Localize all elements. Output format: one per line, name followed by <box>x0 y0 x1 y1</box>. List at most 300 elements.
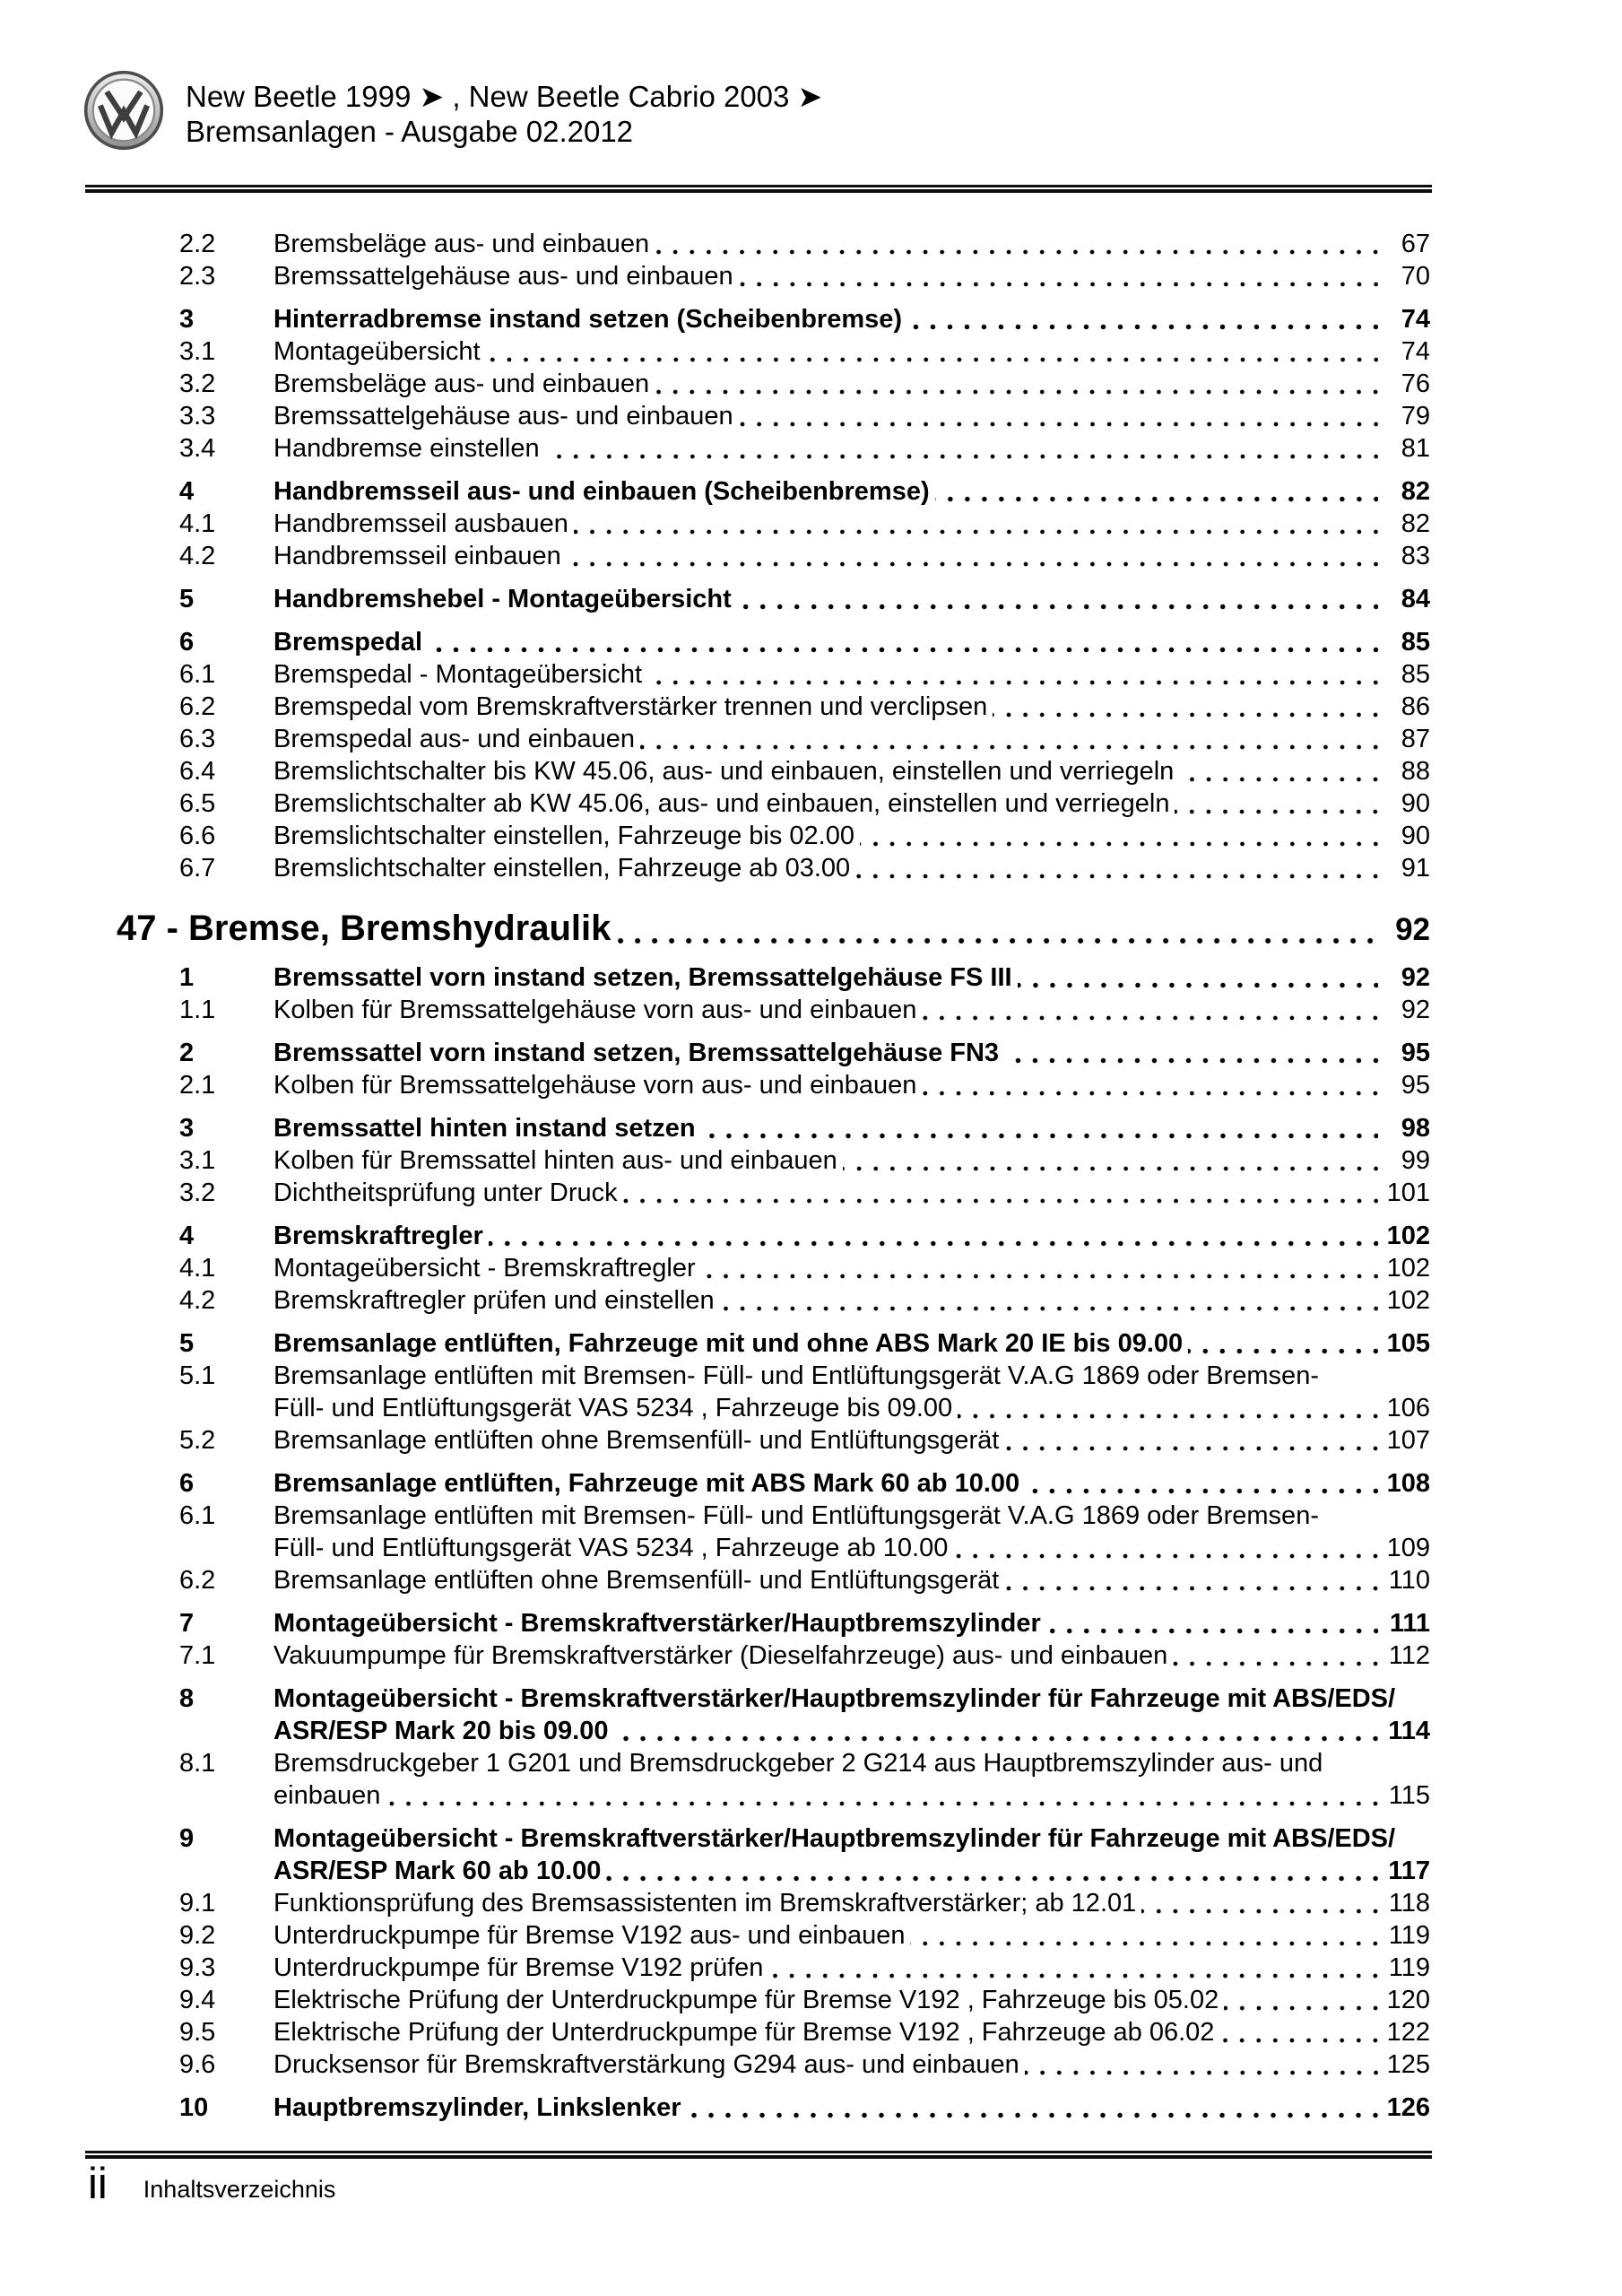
toc-entry-last-line <box>273 2016 1430 2048</box>
toc-entry-number: 6.2 <box>179 692 216 721</box>
toc-entry-body <box>273 1252 1430 1284</box>
toc-entry-number: 5.1 <box>179 1361 216 1390</box>
dot-leader <box>768 1959 1378 1984</box>
dot-leader <box>1046 1614 1378 1639</box>
toc-entry <box>117 260 1430 292</box>
toc-entry-last-line <box>273 1984 1430 2016</box>
toc-entry-title-line: Bremsanlage entlüften mit Bremsen- Füll- und Entlüftungsgerät V.A.G 1869 oder Bremsen- <box>273 1361 1319 1390</box>
toc-entry-body <box>273 1220 1430 1252</box>
toc-entry <box>117 1607 1430 1639</box>
dot-leader <box>1179 762 1378 787</box>
dot-leader <box>935 483 1378 508</box>
toc-entry-title: Bremssattel hinten instand setzen <box>273 1114 696 1143</box>
toc-entry-number: 3.2 <box>179 370 216 398</box>
toc-entry-title: Bremssattel vorn instand setzen, Bremssattelgehäuse FN3 <box>273 1039 1000 1067</box>
toc-entry-page: 102 <box>1386 1286 1430 1315</box>
toc-entry <box>117 1919 1430 1952</box>
dot-leader <box>655 235 1378 260</box>
dot-leader <box>574 515 1378 540</box>
toc-entry-last-line <box>273 1252 1430 1284</box>
toc-entry-number: 3 <box>179 1114 195 1143</box>
toc-entry-title: Unterdruckpumpe für Bremse V192 prüfen <box>273 1953 764 1982</box>
vw-logo-icon <box>83 70 164 151</box>
toc-entry-body <box>273 755 1430 787</box>
toc-entry-title: Drucksensor für Bremskraftverstärkung G294 aus- und einbauen <box>273 2050 1019 2079</box>
toc-entry-page: 108 <box>1386 1469 1430 1498</box>
toc-entry-title: Dichtheitsprüfung unter Druck <box>273 1178 618 1207</box>
toc-entry-title: Handbremse einstellen <box>273 434 540 463</box>
toc-entry-title: Bremssattelgehäuse aus- und einbauen <box>273 262 733 291</box>
toc-entry-page: 76 <box>1401 370 1430 398</box>
toc-entry-body <box>273 2048 1430 2081</box>
dot-leader <box>686 2099 1378 2124</box>
toc-entry-number: 3.2 <box>179 1178 216 1207</box>
toc-chapter-heading <box>117 906 1430 951</box>
toc-entry-title-line: Montageübersicht - Bremskraftverstärker/Hauptbremszylinder für Fahrzeuge mit ABS/EDS/ <box>273 1824 1396 1853</box>
dot-leader <box>1188 1335 1378 1360</box>
toc-entry-body <box>273 368 1430 400</box>
toc-entry <box>117 1284 1430 1317</box>
toc-entry-body <box>273 626 1430 658</box>
toc-entry-page: 74 <box>1401 337 1430 366</box>
dot-leader <box>1004 1431 1378 1457</box>
toc-entry-number: 6 <box>179 1469 195 1498</box>
dot-leader <box>1025 1474 1378 1500</box>
toc-entry-title-line: Bremsdruckgeber 1 G201 und Bremsdruckgeber 2 G214 aus Hauptbremszylinder aus- und <box>273 1749 1323 1778</box>
toc-entry-last-line <box>273 852 1430 884</box>
dot-leader <box>567 547 1378 572</box>
toc-entry-body <box>273 1952 1430 1984</box>
toc-entry-last-line <box>273 1887 1430 1919</box>
toc-entry-last-line <box>273 1144 1430 1177</box>
toc-entry-title: Bremsbeläge aus- und einbauen <box>273 230 650 258</box>
toc-entry-last-line <box>273 1392 1430 1424</box>
toc-entry-page: 74 <box>1401 305 1430 334</box>
toc-entry-number: 6.4 <box>179 757 216 786</box>
dot-leader <box>855 859 1378 884</box>
toc-entry-number: 6.6 <box>179 822 216 850</box>
toc-entry-title: Bremsanlage entlüften ohne Bremsenfüll- und Entlüftungsgerät <box>273 1426 1000 1455</box>
toc-entry-title: Bremssattelgehäuse aus- und einbauen <box>273 402 733 430</box>
toc-entry-last-line <box>273 1284 1430 1317</box>
toc-entry-last-line <box>273 994 1430 1026</box>
toc-entry-page: 91 <box>1401 854 1430 883</box>
toc-entry-page: 67 <box>1401 230 1430 258</box>
toc-entry <box>117 1037 1430 1069</box>
dot-leader <box>1004 1044 1378 1069</box>
toc-entry-last-line <box>273 400 1430 432</box>
dot-leader <box>701 1259 1378 1284</box>
toc-entry-last-line <box>273 2092 1430 2124</box>
toc-entry-number: 3.3 <box>179 402 216 430</box>
toc-entry-page: 95 <box>1401 1039 1430 1067</box>
page-footer <box>88 2161 335 2206</box>
toc-entry-page: 119 <box>1388 1953 1430 1982</box>
toc-entry-number: 4.1 <box>179 1254 216 1283</box>
toc-entry-last-line <box>273 626 1430 658</box>
toc-entry-body <box>273 335 1430 368</box>
toc-entry-title: Montageübersicht - Bremskraftverstärker/Hauptbremszylinder <box>273 1609 1041 1638</box>
toc-entry <box>117 432 1430 465</box>
header-text-block <box>186 79 822 151</box>
toc-entry-number: 4 <box>179 1222 195 1250</box>
dot-leader <box>386 1787 1378 1812</box>
toc-entry-page: 85 <box>1401 660 1430 689</box>
toc-chapter-title: 47 - Bremse, Bremshydraulik <box>117 909 612 948</box>
toc-entry-body <box>273 1424 1430 1457</box>
toc-entry-body <box>273 961 1430 994</box>
toc-entry-title: ASR/ESP Mark 20 bis 09.00 <box>273 1717 609 1745</box>
toc-entry-title: Kolben für Bremssattel hinten aus- und einbauen <box>273 1146 837 1175</box>
toc-entry-page: 95 <box>1401 1071 1430 1100</box>
toc-entry-page: 82 <box>1401 509 1430 538</box>
dot-leader <box>701 1119 1378 1144</box>
toc-entry-title: Bremsanlage entlüften ohne Bremsenfüll- und Entlüftungsgerät <box>273 1566 1000 1595</box>
toc-entry-last-line <box>273 1952 1430 1984</box>
toc-entry <box>117 1952 1430 1984</box>
toc-entry-body <box>273 228 1430 260</box>
toc-entry-number: 3.1 <box>179 1146 216 1175</box>
toc-entry-page: 86 <box>1401 692 1430 721</box>
toc-entry-number: 10 <box>179 2093 209 2122</box>
toc-entry-title: Handbremshebel - Montageübersicht <box>273 585 732 613</box>
dot-leader <box>1141 1894 1378 1919</box>
toc-entry-body <box>273 303 1430 335</box>
toc-entry-title-line: Montageübersicht - Bremskraftverstärker/Hauptbremszylinder für Fahrzeuge mit ABS/EDS/ <box>273 1684 1396 1713</box>
toc-entry-title: Bremsbeläge aus- und einbauen <box>273 370 650 398</box>
header-rule <box>85 185 1432 193</box>
toc-entry-number: 2 <box>179 1039 195 1067</box>
toc-entry-title: Bremslichtschalter bis KW 45.06, aus- und einbauen, einstellen und verriegeln <box>273 757 1175 786</box>
toc-entry-page: 83 <box>1401 542 1430 570</box>
toc-entry-page: 90 <box>1401 822 1430 850</box>
toc-entry-body <box>273 1467 1430 1500</box>
toc-entry-body <box>273 2016 1430 2048</box>
toc-entry-number: 6.5 <box>179 789 216 818</box>
toc-entry-body <box>273 540 1430 572</box>
toc-entry-last-line <box>273 2048 1430 2081</box>
toc-entry-number: 1.1 <box>179 996 216 1024</box>
toc-entry <box>117 400 1430 432</box>
toc-entry <box>117 303 1430 335</box>
dot-leader <box>1175 795 1378 820</box>
toc-entry-last-line <box>273 1112 1430 1144</box>
toc-entry-last-line <box>273 787 1430 820</box>
toc-entry-page: 107 <box>1386 1426 1430 1455</box>
dot-leader <box>860 827 1378 852</box>
header-model-line: New Beetle 1999 ➤ , New Beetle Cabrio 2003 ➤ <box>186 80 823 113</box>
toc-entry-title: Bremspedal <box>273 628 423 657</box>
toc-entry-title: Hauptbremszylinder, Linkslenker <box>273 2093 681 2122</box>
toc-entry-body <box>273 994 1430 1026</box>
toc-entry-last-line <box>273 1639 1430 1672</box>
toc-entry <box>117 1252 1430 1284</box>
dot-leader <box>843 1152 1378 1177</box>
toc-entry-page: 84 <box>1401 585 1430 613</box>
toc-entry-body <box>273 820 1430 852</box>
toc-entry-page: 87 <box>1401 725 1430 753</box>
toc-entry-last-line <box>273 755 1430 787</box>
toc-chapter-page: 92 <box>1395 912 1430 947</box>
toc-entry-number: 1 <box>179 963 195 992</box>
dot-leader <box>489 1227 1378 1252</box>
toc-entry-last-line <box>273 228 1430 260</box>
toc-entry-body <box>273 1639 1430 1672</box>
toc-entry-last-line <box>273 335 1430 368</box>
toc-entry <box>117 723 1430 755</box>
toc-entry-page: 102 <box>1386 1222 1430 1250</box>
toc-entry-number: 9.2 <box>179 1921 216 1950</box>
toc-entry-last-line <box>273 1327 1430 1360</box>
toc-entry-number: 6.1 <box>179 1501 216 1530</box>
toc-entry <box>117 626 1430 658</box>
dot-leader <box>623 1184 1378 1209</box>
toc-entry-body <box>273 1327 1430 1360</box>
toc-entry-body <box>273 1564 1430 1596</box>
footer-rule <box>85 2151 1432 2159</box>
toc-entry-body <box>273 583 1430 615</box>
toc-entry-title: Unterdruckpumpe für Bremse V192 aus- und einbauen <box>273 1921 906 1950</box>
toc-entry-body <box>273 1747 1430 1812</box>
toc-entry-page: 126 <box>1386 2093 1430 2122</box>
toc-entry-number: 4.2 <box>179 1286 216 1315</box>
toc-entry <box>117 508 1430 540</box>
toc-entry-title: Kolben für Bremssattelgehäuse vorn aus- und einbauen <box>273 1071 917 1100</box>
toc-entry-page: 70 <box>1401 262 1430 291</box>
toc-entry-title: Bremsanlage entlüften, Fahrzeuge mit und ohne ABS Mark 20 IE bis 09.00 <box>273 1329 1184 1358</box>
toc-entry-last-line <box>273 1779 1430 1812</box>
toc-entry <box>117 755 1430 787</box>
toc-entry-page: 109 <box>1386 1534 1430 1562</box>
footer-caption: Inhaltsverzeichnis <box>143 2176 336 2203</box>
toc-entry-title: Bremspedal aus- und einbauen <box>273 725 636 753</box>
toc-entry <box>117 1327 1430 1360</box>
toc-entry-number: 4.1 <box>179 509 216 538</box>
toc-entry-page: 85 <box>1401 628 1430 657</box>
toc-entry-number: 9.1 <box>179 1889 216 1918</box>
dot-leader <box>720 1292 1378 1317</box>
toc-entry-title: Bremsanlage entlüften, Fahrzeuge mit ABS Mark 60 ab 10.00 <box>273 1469 1020 1498</box>
dot-leader <box>647 665 1378 691</box>
dot-leader <box>922 1076 1378 1101</box>
toc-entry-body <box>273 1144 1430 1177</box>
toc-entry-page: 105 <box>1386 1329 1430 1358</box>
toc-entry <box>117 820 1430 852</box>
toc-entry-body <box>273 1887 1430 1919</box>
dot-leader <box>655 375 1378 400</box>
toc-entry-number: 3 <box>179 305 195 334</box>
toc-entry <box>117 1467 1430 1500</box>
toc-entry <box>117 335 1430 368</box>
toc-entry-number: 2.1 <box>179 1071 216 1100</box>
toc-entry-body <box>273 2092 1430 2124</box>
toc-entry-title: Elektrische Prüfung der Unterdruckpumpe für Bremse V192 , Fahrzeuge ab 06.02 <box>273 2018 1215 2047</box>
toc-entry-page: 112 <box>1388 1641 1430 1670</box>
dot-leader <box>907 310 1378 335</box>
toc-entry-title: Bremssattel vorn instand setzen, Bremssattelgehäuse FS III <box>273 963 1012 992</box>
toc-entry-title: Funktionsprüfung des Bremsassistenten im Bremskraftverstärker; ab 12.01 <box>273 1889 1137 1918</box>
toc-entry-page: 82 <box>1401 477 1430 506</box>
toc-entry-title: Bremspedal vom Bremskraftverstärker trennen und verclipsen <box>273 692 988 721</box>
toc-entry <box>117 1887 1430 1919</box>
toc-entry-page: 92 <box>1401 996 1430 1024</box>
toc-entry <box>117 852 1430 884</box>
toc-entry-body <box>273 475 1430 508</box>
toc-entry-number: 3.1 <box>179 337 216 366</box>
toc-entry-last-line <box>273 368 1430 400</box>
toc-entry-last-line <box>273 820 1430 852</box>
toc-entry-body <box>273 658 1430 691</box>
toc-entry-last-line <box>273 475 1430 508</box>
toc-entry-title: Kolben für Bremssattelgehäuse vorn aus- und einbauen <box>273 996 917 1024</box>
toc-entry-body <box>273 787 1430 820</box>
toc-entry-title: Bremslichtschalter ab KW 45.06, aus- und einbauen, einstellen und verriegeln <box>273 789 1170 818</box>
toc-entry-page: 122 <box>1386 2018 1430 2047</box>
toc-entry <box>117 540 1430 572</box>
toc-entry-last-line <box>273 303 1430 335</box>
toc-entry-number: 9.4 <box>179 1986 216 2014</box>
toc-entry-body <box>273 508 1430 540</box>
toc-entry <box>117 1984 1430 2016</box>
dot-leader <box>1025 2056 1378 2081</box>
dot-leader <box>1004 1571 1378 1596</box>
toc-entry-body <box>273 1037 1430 1069</box>
toc-entry-last-line <box>273 260 1430 292</box>
toc-entry-page: 102 <box>1386 1254 1430 1283</box>
toc-entry-page: 79 <box>1401 402 1430 430</box>
toc-entry-number: 6 <box>179 628 195 657</box>
toc-entry-number: 3.4 <box>179 434 216 463</box>
dot-leader <box>640 730 1378 755</box>
toc-entry-body <box>273 1683 1430 1747</box>
toc-entry-last-line <box>273 508 1430 540</box>
toc-entry-body <box>273 691 1430 723</box>
toc-entry-number: 9 <box>179 1824 195 1853</box>
dot-leader <box>545 439 1378 465</box>
toc-entry-last-line <box>273 1424 1430 1457</box>
toc-entry-page: 125 <box>1386 2050 1430 2079</box>
dot-leader <box>953 1539 1378 1564</box>
toc-entry <box>117 994 1430 1026</box>
dot-leader <box>737 590 1378 615</box>
toc-entry <box>117 691 1430 723</box>
toc-entry-last-line <box>273 1220 1430 1252</box>
toc-entry-body <box>273 432 1430 465</box>
toc-entry-title: einbauen <box>273 1781 381 1810</box>
dot-leader <box>922 1001 1378 1026</box>
toc-entry <box>117 2048 1430 2081</box>
toc-entry <box>117 1564 1430 1596</box>
toc-entry-last-line <box>273 1855 1430 1887</box>
toc-entry-page: 111 <box>1389 1609 1430 1638</box>
toc-entry-page: 110 <box>1388 1566 1430 1595</box>
toc-entry-body <box>273 400 1430 432</box>
dot-leader <box>1219 2023 1378 2048</box>
toc-entry <box>117 2016 1430 2048</box>
toc-entry <box>117 1639 1430 1672</box>
dot-leader <box>1224 1991 1378 2016</box>
toc-entry-page: 115 <box>1388 1781 1430 1810</box>
toc-entry-title: Bremskraftregler <box>273 1222 483 1250</box>
toc-entry-page: 119 <box>1388 1921 1430 1950</box>
toc-entry-number: 2.3 <box>179 262 216 291</box>
toc-entry-number: 8 <box>179 1684 195 1713</box>
toc-entry <box>117 787 1430 820</box>
toc-entry-body <box>273 1177 1430 1209</box>
page-header <box>83 70 822 151</box>
toc-entry <box>117 1822 1430 1887</box>
toc-entry-last-line <box>273 1607 1430 1639</box>
toc-entry-page: 120 <box>1386 1986 1430 2014</box>
toc-entry-title: Handbremsseil einbauen <box>273 542 561 570</box>
toc-entry-page: 81 <box>1401 434 1430 463</box>
toc-entry <box>117 228 1430 260</box>
toc-entry-number: 5 <box>179 585 195 613</box>
toc-entry <box>117 1747 1430 1812</box>
toc-entry-number: 9.5 <box>179 2018 216 2047</box>
table-of-contents <box>117 228 1430 2124</box>
toc-entry-title: Handbremsseil aus- und einbauen (Scheibenbremse) <box>273 477 930 506</box>
toc-entry-title: Füll- und Entlüftungsgerät VAS 5234 , Fahrzeuge ab 10.00 <box>273 1534 949 1562</box>
toc-entry-body <box>273 260 1430 292</box>
toc-entry-body <box>273 1607 1430 1639</box>
toc-entry-title: Bremskraftregler prüfen und einstellen <box>273 1286 715 1315</box>
toc-entry-title: Montageübersicht - Bremskraftregler <box>273 1254 696 1283</box>
toc-entry-last-line <box>273 1564 1430 1596</box>
toc-entry-page: 99 <box>1401 1146 1430 1175</box>
toc-entry-page: 106 <box>1386 1394 1430 1422</box>
toc-entry-number: 9.6 <box>179 2050 216 2079</box>
toc-entry-page: 118 <box>1388 1889 1430 1918</box>
toc-entry-body <box>273 723 1430 755</box>
toc-entry <box>117 1144 1430 1177</box>
toc-entry-last-line <box>273 432 1430 465</box>
toc-entry-number: 9.3 <box>179 1953 216 1982</box>
toc-entry-page: 90 <box>1401 789 1430 818</box>
toc-entry-title: Bremslichtschalter einstellen, Fahrzeuge ab 03.00 <box>273 854 851 883</box>
toc-entry-title: Hinterradbremse instand setzen (Scheibenbremse) <box>273 305 903 334</box>
footer-page-label: ii <box>88 2160 108 2208</box>
toc-entry-last-line <box>273 540 1430 572</box>
dot-leader <box>739 267 1378 292</box>
toc-entry-number: 6.7 <box>179 854 216 883</box>
toc-entry-number: 4.2 <box>179 542 216 570</box>
dot-leader <box>993 698 1378 723</box>
toc-entry-last-line <box>273 583 1430 615</box>
toc-entry-last-line <box>273 658 1430 691</box>
dot-leader <box>486 343 1378 368</box>
toc-entry-title: Bremslichtschalter einstellen, Fahrzeuge bis 02.00 <box>273 822 854 850</box>
toc-entry-number: 8.1 <box>179 1749 216 1778</box>
toc-entry-body <box>273 1919 1430 1952</box>
dot-leader <box>606 1862 1378 1887</box>
toc-entry-body <box>273 1069 1430 1101</box>
toc-entry-last-line <box>273 1715 1430 1747</box>
toc-entry-body <box>273 1822 1430 1887</box>
toc-entry <box>117 2092 1430 2124</box>
toc-entry <box>117 1220 1430 1252</box>
dot-leader <box>958 1399 1378 1424</box>
toc-entry <box>117 1177 1430 1209</box>
toc-entry-page: 92 <box>1401 963 1430 992</box>
toc-entry <box>117 583 1430 615</box>
toc-entry-last-line <box>273 1177 1430 1209</box>
toc-entry <box>117 1424 1430 1457</box>
dot-leader <box>1018 969 1378 994</box>
dot-leader <box>1173 1647 1378 1672</box>
toc-entry <box>117 368 1430 400</box>
toc-entry-last-line <box>273 1037 1430 1069</box>
